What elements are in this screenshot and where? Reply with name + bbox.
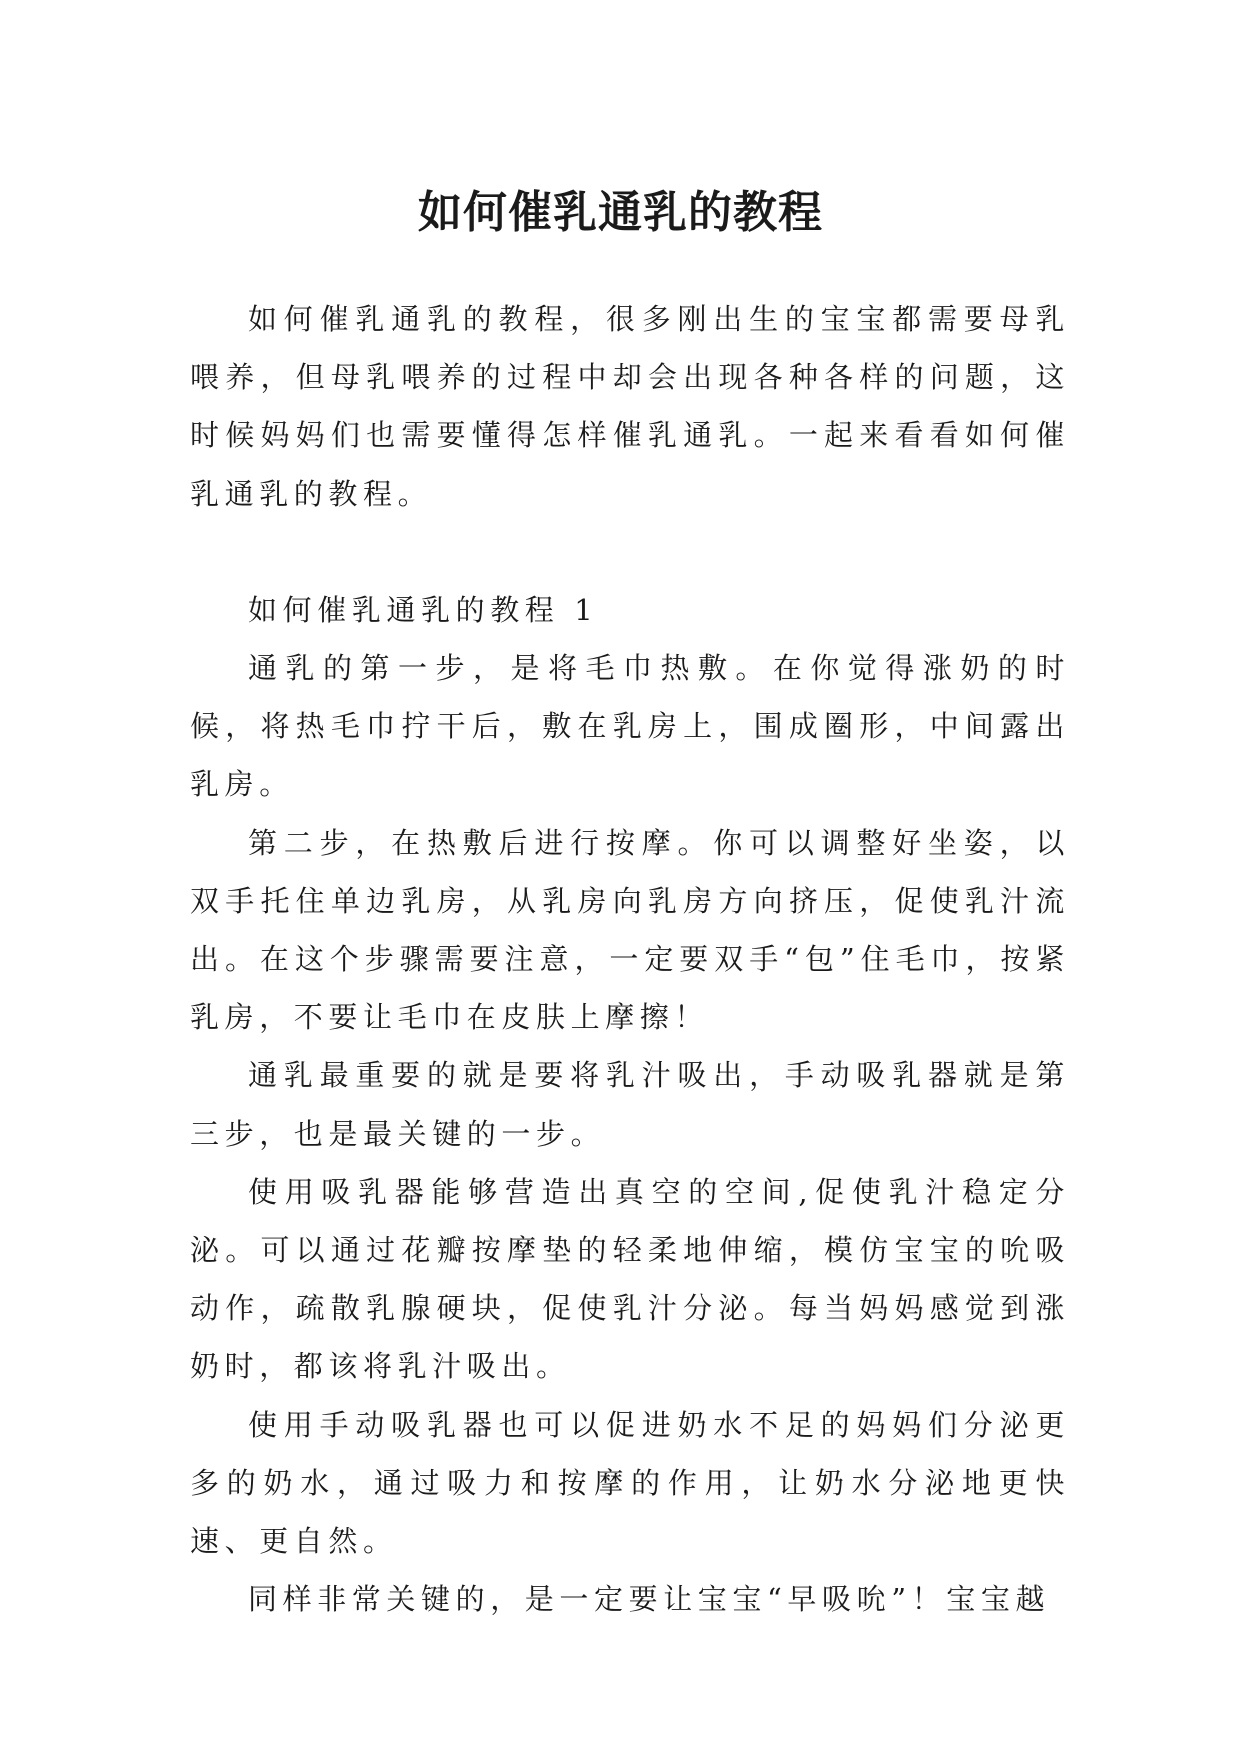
body-paragraph: 使用吸乳器能够营造出真空的空间,促使乳汁稳定分泌。可以通过花瓣按摩垫的轻柔地伸缩，模仿宝宝的吮吸动作，疏散乳腺硬块，促使乳汁分泌。每当妈妈感觉到涨奶时，都该将乳汁吸出。 xyxy=(190,1174,1070,1384)
paragraph-spacer xyxy=(190,523,1070,581)
body-paragraph: 通乳最重要的就是要将乳汁吸出，手动吸乳器就是第三步，也是最关键的一步。 xyxy=(190,1058,1070,1151)
intro-paragraph: 如何催乳通乳的教程，很多刚出生的宝宝都需要母乳喂养，但母乳喂养的过程中却会出现各种各样的问题，这时候妈妈们也需要懂得怎样催乳通乳。一起来看看如何催乳通乳的教程。 xyxy=(190,302,1070,511)
body-paragraph: 使用手动吸乳器也可以促进奶水不足的妈妈们分泌更多的奶水，通过吸力和按摩的作用，让奶水分泌地更快速、更自然。 xyxy=(190,1407,1070,1559)
document-title: 如何催乳通乳的教程 xyxy=(418,187,823,239)
body-paragraph: 通乳的第一步，是将毛巾热敷。在你觉得涨奶的时候，将热毛巾拧干后，敷在乳房上，围成圈形，中间露出乳房。 xyxy=(190,651,1070,802)
body-paragraph: 第二步，在热敷后进行按摩。你可以调整好坐姿，以双手托住单边乳房，从乳房向乳房方向挤压，促使乳汁流出。在这个步骤需要注意，一定要双手“包”住毛巾，按紧乳房，不要让毛巾在皮肤上摩擦！ xyxy=(190,825,1070,1035)
document-body xyxy=(190,290,1070,1628)
section-heading: 如何催乳通乳的教程 1 xyxy=(248,592,599,627)
body-paragraph: 同样非常关键的，是一定要让宝宝“早吸吮”！宝宝越 xyxy=(248,1582,1051,1617)
